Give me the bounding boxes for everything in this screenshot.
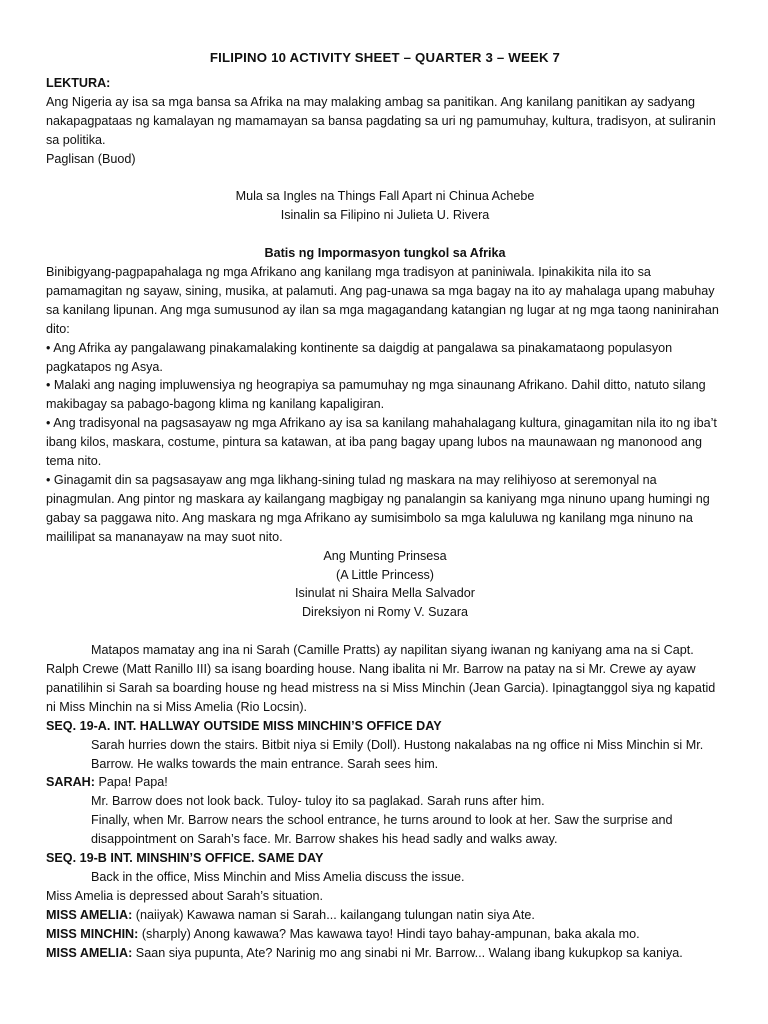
speaker-name: SARAH: (46, 775, 95, 790)
batis-heading: Batis ng Impormasyon tungkol sa Afrika (264, 246, 506, 261)
dialogue-line (46, 906, 724, 925)
batis-intro: Binibigyang-pagpapahalaga ng mga Afrikano ang kanilang mga tradisyon at paniniwala. Ipinakikita nila ito sa pamamagitan ng sayaw, sining, musika, at palamuti. Ang pag-unawa sa mga bagay na ito ay mahalaga upang mabuhay sa kanilang lipunan. Ang mga sumusunod ay ilan sa mga magagandang katangian ng lugar at ng mga taong naninirahan dito: (46, 265, 719, 336)
source-line-2: Isinalin sa Filipino ni Julieta U. Rivera (280, 208, 490, 223)
stage-direction: Mr. Barrow does not look back. Tuloy- tuloy ito sa paglakad. Sarah runs after him. (91, 794, 545, 809)
stage-direction: Back in the office, Miss Minchin and Miss Amelia discuss the issue. (91, 870, 465, 885)
dialogue-text: (naiiyak) Kawawa naman si Sarah... kailangang tulungan natin siya Ate. (135, 907, 535, 922)
sequence-heading-19b: SEQ. 19-B INT. MINSHIN’S OFFICE. SAME DAY (46, 851, 324, 866)
dialogue-line (46, 773, 724, 792)
lektura-label: LEKTURA: (46, 76, 111, 90)
speaker-name: MISS AMELIA: (46, 945, 133, 960)
play-author: Isinulat ni Shaira Mella Salvador (295, 586, 475, 601)
bullet-item: • Ginagamit din sa pagsasayaw ang mga likhang-sining tulad ng maskara na may relihiyoso at seremonyal na pinagmulan. Ang pintor ng maskara ay kailangang magbigay ng panalangin sa kaniyang mga ninuno upang humingi ng gabay sa paggawa nito. Ang maskara ng mga Afrikano ay sumisimbolo sa mga kaluluwa ng kanilang mga ninuno na maililipat sa mananayaw na may suot nito. (46, 473, 710, 544)
speaker-name: MISS AMELIA: (46, 907, 133, 922)
stage-direction: Finally, when Mr. Barrow nears the school entrance, he turns around to look at her. Saw the surprise and disappointment on Sarah’s face. Mr. Barrow shakes his head sadly and walks away. (91, 813, 673, 847)
source-line-1: Mula sa Ingles na Things Fall Apart ni Chinua Achebe (235, 189, 535, 204)
play-director: Direksiyon ni Romy V. Suzara (301, 605, 469, 620)
synopsis-paragraph: Matapos mamatay ang ina ni Sarah (Camille Pratts) ay napilitan siyang iwanan ng kaniyang ama na si Capt. Ralph Crewe (Matt Ranillo III) sa isang boarding house. Nang ibalita ni Mr. Barrow na patay na si Mr. Crewe ay ayaw panatilihin si Sarah sa boarding house ng head mistress na si Miss Minchin (Jean Garcia). Ipinagtanggol siya ng kapatid ni Miss Minchin na si Miss Amelia (Rio Locsin). (46, 643, 716, 714)
dialogue-text: Saan siya pupunta, Ate? Narinig mo ang sinabi ni Mr. Barrow... Walang ibang kukupkop sa kaniya. (135, 945, 683, 960)
dialogue-line (46, 925, 724, 944)
play-subtitle: (A Little Princess) (336, 567, 434, 582)
paglisan-label: Paglisan (Buod) (46, 151, 136, 166)
sequence-heading-19a: SEQ. 19-A. INT. HALLWAY OUTSIDE MISS MINCHIN’S OFFICE DAY (46, 718, 442, 733)
dialogue-line (46, 944, 724, 963)
stage-direction: Sarah hurries down the stairs. Bitbit niya si Emily (Doll). Hustong nakalabas na ng office ni Miss Minchin si Mr. Barrow. He walks towards the main entrance. Sarah sees him. (91, 737, 704, 771)
dialogue-text: (sharply) Anong kawawa? Mas kawawa tayo! Hindi tayo bahay-ampunan, baka akala mo. (141, 926, 640, 941)
bullet-item: • Ang Afrika ay pangalawang pinakamalaking kontinente sa daigdig at pangalawa sa pinakamataong populasyon pagkatapos ng Asya. (46, 340, 673, 374)
speaker-name: MISS MINCHIN: (46, 926, 139, 941)
play-title: Ang Munting Prinsesa (323, 548, 447, 563)
lektura-paragraph: Ang Nigeria ay isa sa mga bansa sa Afrika na may malaking ambag sa panitikan. Ang kanilang panitikan ay sadyang nakapagpataas ng kamalayan ng mamamayan sa bansa pagdating sa uri ng pamumuhay, kultura, tradisyon, at suliranin sa politika. (46, 94, 716, 147)
page-title: FILIPINO 10 ACTIVITY SHEET – QUARTER 3 – WEEK 7 (209, 50, 561, 65)
stage-direction: Miss Amelia is depressed about Sarah’s situation. (46, 888, 323, 903)
dialogue-text: Papa! Papa! (98, 775, 168, 790)
bullet-item: • Malaki ang naging impluwensiya ng heograpiya sa pamumuhay ng mga sinaunang Afrikano. Dahil ditto, natuto silang makibagay sa pabago-bagong klima ng kanilang kapaligiran. (46, 378, 706, 412)
bullet-item: • Ang tradisyonal na pagsasayaw ng mga Afrikano ay isa sa kanilang mahahalagang kultura, ginagamitan nila ito ng iba’t ibang kilos, maskara, costume, pintura sa katawan, at iba pang bagay upang lubos na maunawaan ng manonood ang tema nito. (46, 416, 717, 469)
